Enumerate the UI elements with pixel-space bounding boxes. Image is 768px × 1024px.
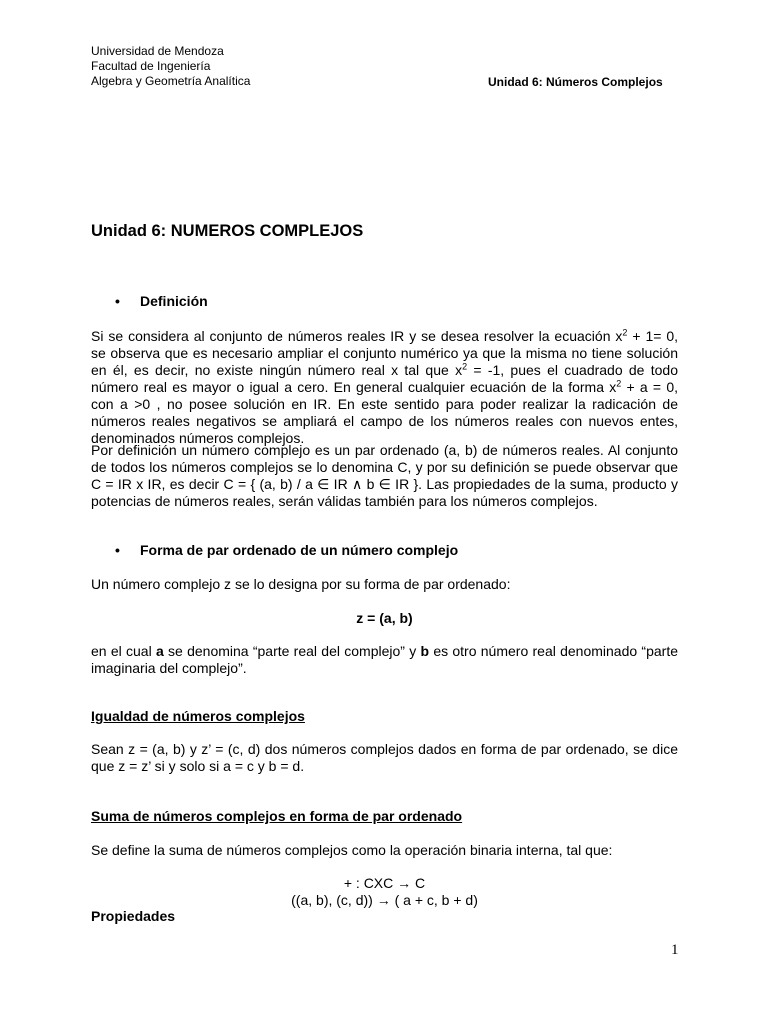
- section-heading-pair-form: Forma de par ordenado de un número complejo: [140, 542, 459, 558]
- bullet-icon: •: [115, 293, 120, 309]
- bullet-icon: •: [115, 542, 120, 558]
- section-heading-definition: Definición: [140, 293, 208, 309]
- pair-form-intro: Un número complejo z se lo designa por su forma de par ordenado:: [91, 576, 511, 592]
- definition-paragraph-1: Si se considera al conjunto de números reales IR y se desea resolver la ecuación $x^2 + 1= 0$, se observa que es necesario ampliar el conjunto numérico ya que la misma no tiene solución en él, es decir, no existe ningún número real x tal que $x^2 = -1$, pues el cuadrado de todo número real es mayor o igual a cero. En general cualquier ecuación de la forma $x^2 + a = 0$, con a >0 , no posee solución en IR. En este sentido para poder realizar la radicación de números reales negativos se ampliará el campo de los números reales con nuevos entes, denominados números complejos.: [91, 327, 679, 446]
- sum-operation-line-2: ((a, b), (c, d)) → ( a + c, b + d): [291, 892, 478, 908]
- pair-form-description: en el cual a se denomina “parte real del complejo” y b es otro número real denominado “parte imaginaria del complejo”.: [91, 643, 679, 676]
- header-left: [91, 44, 250, 89]
- properties-heading: Propiedades: [91, 908, 176, 924]
- header-university: Universidad de Mendoza: [91, 44, 224, 58]
- page-title: Unidad 6: NUMEROS COMPLEJOS: [91, 222, 364, 240]
- definition-paragraph-2: Por definición un número complejo es un par ordenado (a, b) de números reales. Al conjunto de todos los números complejos se lo denomina C, y por su definición se puede observar que C = IR x IR, es decir C = { (a, b) / a ∈ IR ∧ b ∈ IR }. Las propiedades de la suma, producto y potencias de números reales, serán válidas también para los números complejos.: [91, 442, 678, 509]
- page-number: 1: [671, 942, 679, 958]
- pair-form-formula: z = (a, b): [356, 610, 413, 626]
- sum-operation-line-1: + : CXC → C: [343, 875, 426, 891]
- header-faculty: Facultad de Ingeniería: [91, 59, 211, 73]
- header-course: Algebra y Geometría Analítica: [91, 74, 251, 88]
- sum-heading: Suma de números complejos en forma de par ordenado: [91, 808, 463, 824]
- sum-intro: Se define la suma de números complejos como la operación binaria interna, tal que:: [91, 842, 613, 858]
- equality-text: Sean z = (a, b) y z’ = (c, d) dos números complejos dados en forma de par ordenado, se dice que z = z’ si y solo si a = c y b = d.: [91, 741, 678, 774]
- equality-heading: Igualdad de números complejos: [91, 708, 305, 724]
- header-unit-label: Unidad 6: Números Complejos: [488, 75, 663, 89]
